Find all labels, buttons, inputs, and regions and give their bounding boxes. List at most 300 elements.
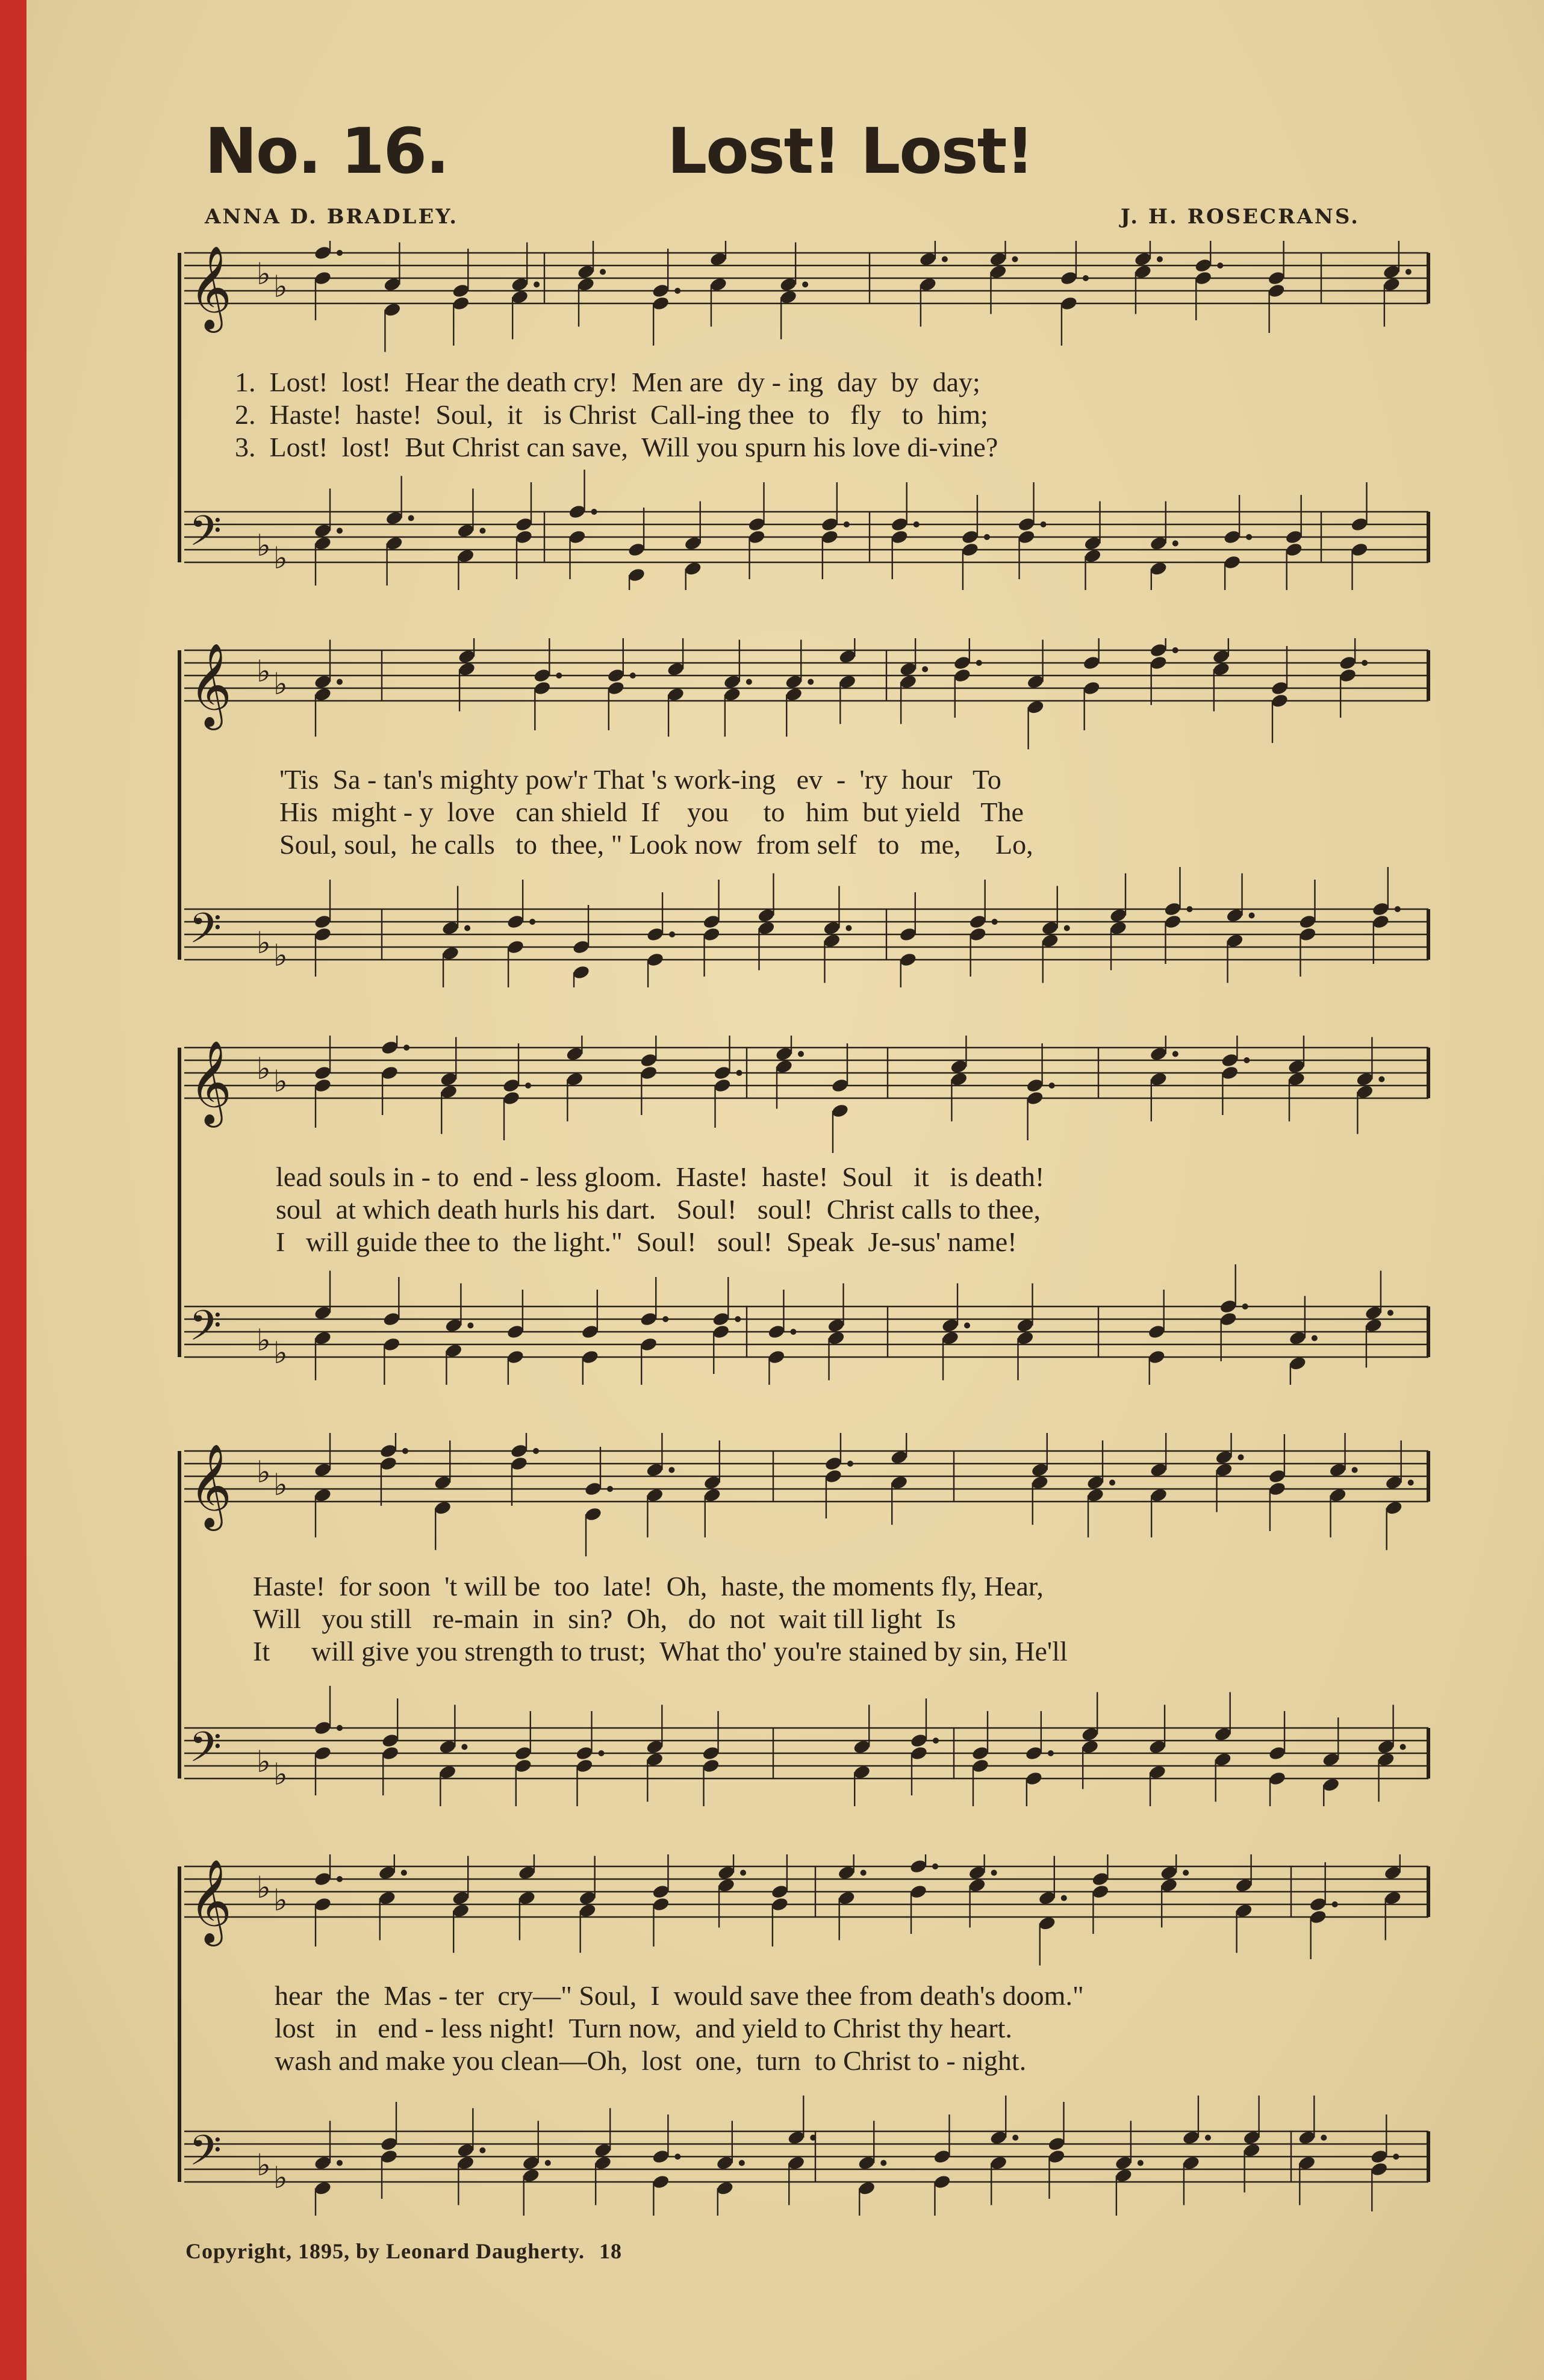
dot: [1378, 1077, 1384, 1083]
note-head: [709, 251, 728, 267]
note-head: [568, 504, 587, 520]
note-head: [712, 1324, 730, 1340]
note-head: [989, 2130, 1008, 2145]
note-head: [652, 2149, 670, 2164]
note-head: [1024, 1745, 1043, 1761]
note-head: [831, 1078, 850, 1093]
note-head: [1194, 270, 1213, 286]
note-head: [933, 2174, 951, 2190]
note-head: [640, 1337, 658, 1352]
note-head: [440, 1084, 458, 1099]
note-head: [606, 680, 625, 696]
dot: [337, 250, 343, 256]
note-head: [1284, 529, 1303, 545]
note-head: [989, 264, 1007, 279]
flat-icon: ♭: [257, 528, 271, 563]
note-head: [1059, 270, 1078, 286]
note-head: [910, 1733, 929, 1748]
composer-credit: J. H. ROSECRANS.: [1120, 205, 1360, 229]
note-head: [1150, 1462, 1168, 1477]
note-head: [1268, 1771, 1287, 1786]
note-head: [1268, 1468, 1286, 1484]
dot: [1332, 1901, 1338, 1907]
dot: [1312, 1335, 1318, 1341]
note-head: [378, 1865, 396, 1880]
note-head: [511, 289, 529, 305]
note-head: [1356, 1084, 1374, 1099]
note-head: [380, 2136, 399, 2152]
dot: [914, 521, 920, 527]
dot: [1012, 256, 1018, 263]
note-head: [1016, 1330, 1035, 1346]
note-head: [909, 1859, 928, 1874]
note-head: [779, 276, 798, 292]
note-head: [314, 1065, 332, 1081]
note-head: [890, 1474, 909, 1490]
note-head: [702, 1758, 720, 1774]
note-head: [918, 276, 937, 292]
note-head: [646, 1751, 664, 1767]
dot: [933, 1738, 939, 1744]
note-head: [1298, 927, 1317, 942]
note-head: [314, 2155, 332, 2170]
note-head: [506, 914, 525, 930]
lyric-line: lead souls in - to end - less gloom. Haste! haste! Soul it is death!: [276, 1161, 1045, 1192]
flat-icon: ♭: [257, 925, 271, 960]
dot: [669, 931, 675, 937]
flat-icon: ♭: [257, 654, 271, 689]
note-head: [723, 674, 741, 689]
note-head: [918, 251, 937, 267]
dot: [461, 1744, 467, 1750]
dot: [408, 515, 414, 521]
note-head: [652, 2174, 670, 2190]
dot: [984, 534, 990, 540]
treble-clef-icon: 𝄞: [189, 643, 232, 727]
note-head: [1383, 1865, 1402, 1880]
note-head: [314, 674, 332, 689]
dot: [1238, 1455, 1244, 1461]
note-head: [594, 2155, 612, 2170]
note-head: [1384, 1500, 1403, 1515]
note-head: [971, 1758, 990, 1774]
note-head: [458, 661, 476, 677]
dot: [479, 2148, 485, 2154]
dot: [525, 1083, 531, 1089]
flat-icon: ♭: [257, 1455, 271, 1490]
note-head: [438, 1739, 457, 1754]
note-head: [627, 567, 646, 583]
music-system-2: [26, 638, 1544, 987]
note-head: [382, 1311, 401, 1327]
dot: [790, 1329, 796, 1335]
note-head: [533, 680, 552, 696]
flat-icon: ♭: [257, 2148, 271, 2183]
note-head: [314, 1462, 332, 1477]
dot: [976, 660, 982, 666]
note-head: [703, 1474, 721, 1490]
note-head: [1134, 251, 1153, 267]
note-head: [1182, 2130, 1201, 2145]
note-head: [909, 1884, 928, 1900]
note-head: [1041, 933, 1059, 948]
note-head: [515, 529, 534, 545]
note-head: [510, 1456, 529, 1471]
note-head: [1267, 283, 1286, 299]
note-head: [941, 1317, 960, 1333]
note-head: [858, 2155, 876, 2170]
note-head: [1225, 907, 1244, 923]
note-head: [941, 1330, 960, 1346]
note-head: [646, 927, 665, 942]
lyric-line: 3. Lost! lost! But Christ can save, Will you spurn his love di-vine?: [235, 432, 998, 462]
dot: [847, 1461, 853, 1467]
note-head: [517, 1890, 536, 1906]
note-head: [444, 1317, 463, 1333]
note-head: [577, 276, 596, 292]
note-head: [1163, 914, 1182, 930]
dot: [1395, 906, 1401, 912]
note-head: [713, 1078, 732, 1093]
note-head: [747, 517, 766, 532]
dot: [740, 1870, 746, 1876]
note-head: [1083, 535, 1102, 551]
note-head: [1016, 1317, 1035, 1333]
dot: [942, 256, 948, 263]
note-head: [824, 1468, 843, 1484]
dot: [630, 673, 636, 679]
lyricist-credit: ANNA D. BRADLEY.: [205, 205, 459, 229]
dot: [607, 1486, 613, 1492]
note-head: [314, 1720, 332, 1736]
note-head: [767, 1324, 786, 1340]
note-head: [314, 245, 332, 261]
note-head: [383, 276, 402, 292]
note-head: [717, 1877, 736, 1893]
note-head: [757, 907, 776, 923]
note-head: [1163, 901, 1182, 917]
treble-clef-icon: 𝄞: [189, 1859, 232, 1943]
hymn-number: No. 16.: [205, 114, 449, 188]
note-head: [1298, 2155, 1316, 2170]
note-head: [1147, 1324, 1166, 1340]
note-head: [838, 674, 857, 689]
note-head: [1350, 542, 1369, 558]
note-head: [971, 1745, 990, 1761]
note-head: [314, 1078, 332, 1093]
dot: [991, 1870, 997, 1876]
note-head: [1114, 2155, 1133, 2170]
note-head: [775, 1058, 794, 1074]
flat-icon: ♭: [257, 1051, 271, 1086]
note-head: [456, 2142, 475, 2158]
note-head: [715, 2155, 734, 2170]
bass-clef-icon: 𝄢: [189, 1301, 222, 1360]
note-head: [787, 2130, 806, 2145]
note-head: [950, 1058, 968, 1074]
note-head: [1365, 1317, 1383, 1333]
lyric-line: lost in end - less night! Turn now, and yield to Christ thy heart.: [275, 2013, 1012, 2043]
lyric-line: It will give you strength to trust; What tho' you're stained by sin, He'll: [253, 1636, 1068, 1667]
note-head: [652, 1884, 670, 1900]
note-head: [1109, 907, 1128, 923]
note-head: [379, 1443, 398, 1459]
hymn-page: [26, 0, 1544, 2380]
note-head: [652, 1897, 670, 1912]
lyric-line: hear the Mas - ter cry—" Soul, I would save thee from death's doom.": [275, 1980, 1084, 2011]
note-head: [594, 2142, 612, 2158]
note-head: [1038, 1890, 1056, 1906]
note-head: [1026, 1090, 1044, 1106]
dot: [403, 1045, 409, 1051]
note-head: [581, 1324, 599, 1340]
note-head: [1030, 1474, 1049, 1490]
note-head: [514, 1745, 532, 1761]
music-system-5: [26, 1854, 1544, 2216]
note-head: [578, 1903, 597, 1918]
bass-clef-icon: 𝄢: [189, 904, 222, 963]
lyric-line: Haste! for soon 't will be too late! Oh, haste, the moments fly, Hear,: [253, 1571, 1044, 1602]
note-head: [314, 1330, 332, 1346]
dot: [1048, 1750, 1054, 1756]
lyric-line: soul at which death hurls his dart. Soul! soul! Christ calls to thee,: [276, 1194, 1041, 1225]
note-head: [968, 1877, 986, 1893]
note-head: [899, 674, 918, 689]
dot: [1172, 541, 1178, 547]
note-head: [1114, 2167, 1133, 2183]
note-head: [1109, 920, 1128, 936]
note-head: [1149, 1046, 1168, 1061]
note-head: [502, 1078, 521, 1093]
note-head: [953, 655, 971, 671]
note-head: [1271, 693, 1289, 709]
note-head: [1219, 1311, 1237, 1327]
note-head: [702, 914, 721, 930]
note-head: [1083, 548, 1102, 564]
note-head: [314, 927, 332, 942]
copyright-notice: [185, 2239, 622, 2264]
note-head: [968, 914, 987, 930]
note-head: [1212, 648, 1230, 664]
note-head: [712, 1311, 730, 1327]
dot: [534, 282, 540, 288]
note-head: [381, 1065, 399, 1081]
note-head: [452, 283, 470, 299]
note-head: [514, 1758, 532, 1774]
dot: [467, 1323, 473, 1329]
dot: [479, 528, 485, 534]
treble-clef-icon: 𝄞: [189, 246, 232, 329]
music-system-1: [26, 241, 1544, 590]
flat-icon: ♭: [273, 1467, 288, 1502]
dot: [1041, 521, 1047, 527]
note-head: [314, 1871, 332, 1887]
treble-clef-icon: 𝄞: [189, 1040, 232, 1124]
note-head: [584, 1506, 603, 1522]
dot: [1244, 1057, 1250, 1063]
dot: [746, 679, 752, 685]
note-head: [950, 1071, 968, 1087]
note-head: [444, 1343, 463, 1358]
note-head: [717, 1865, 736, 1880]
note-head: [314, 535, 332, 551]
note-head: [1149, 1071, 1168, 1087]
lyric-line: 2. Haste! haste! Soul, it is Christ Call-ing thee to fly to him;: [235, 399, 988, 430]
note-head: [853, 1764, 871, 1780]
lyric-line: Will you still re-main in sin? Oh, do not wait till light Is: [253, 1603, 956, 1634]
note-head: [1371, 914, 1390, 930]
lyric-line: 'Tis Sa - tan's mighty pow'r That 's work-ing ev - 'ry hour To: [279, 764, 1001, 795]
note-head: [1223, 555, 1242, 570]
note-head: [1271, 680, 1289, 696]
lyric-line: 1. Lost! lost! Hear the death cry! Men are dy - ing day by day;: [235, 367, 980, 397]
note-head: [831, 1103, 850, 1119]
note-head: [683, 561, 702, 576]
flat-icon: ♭: [273, 666, 288, 701]
note-head: [837, 1865, 856, 1880]
note-head: [452, 1890, 470, 1906]
treble-clef-icon: 𝄞: [189, 1444, 232, 1527]
note-head: [1215, 1449, 1233, 1465]
note-head: [652, 283, 670, 299]
note-head: [382, 1337, 401, 1352]
dot: [402, 1448, 408, 1454]
note-head: [383, 302, 402, 317]
flat-icon: ♭: [273, 1883, 288, 1918]
dot: [1352, 1467, 1358, 1473]
note-head: [1234, 1903, 1253, 1918]
dot: [880, 2160, 886, 2166]
dot: [1321, 2135, 1327, 2141]
note-head: [1328, 1487, 1347, 1503]
note-head: [1383, 1890, 1402, 1906]
note-head: [521, 2167, 540, 2183]
dot: [1400, 1744, 1406, 1750]
note-head: [314, 1487, 332, 1503]
note-head: [1370, 2149, 1389, 2164]
lyric-line: I will guide thee to the light." Soul! soul! Speak Je-sus' name!: [276, 1226, 1017, 1257]
note-head: [572, 939, 591, 955]
dot: [1246, 534, 1252, 540]
note-head: [1309, 1909, 1327, 1925]
note-head: [1030, 1462, 1049, 1477]
note-head: [898, 927, 917, 942]
dot: [1217, 263, 1223, 269]
note-head: [511, 276, 529, 292]
note-head: [890, 1449, 909, 1465]
hymn-title: Lost! Lost!: [667, 114, 1033, 188]
note-head: [314, 1897, 332, 1912]
flat-icon: ♭: [257, 1870, 271, 1905]
note-head: [1384, 1474, 1403, 1490]
note-head: [953, 668, 971, 683]
note-head: [452, 1903, 470, 1918]
note-head: [640, 1311, 658, 1327]
note-head: [646, 1487, 664, 1503]
note-head: [709, 276, 728, 292]
note-head: [1148, 1739, 1167, 1754]
note-head: [378, 1890, 396, 1906]
page-number: 18: [599, 2239, 623, 2263]
note-head: [1298, 2130, 1316, 2145]
note-head: [702, 927, 721, 942]
note-head: [452, 296, 470, 311]
note-head: [568, 529, 587, 545]
note-head: [1017, 517, 1036, 532]
note-head: [1212, 661, 1230, 677]
note-head: [385, 510, 403, 526]
note-head: [1242, 2130, 1261, 2145]
note-head: [968, 1865, 986, 1880]
note-head: [1081, 1739, 1100, 1754]
note-head: [1213, 1726, 1232, 1742]
note-head: [1221, 1065, 1239, 1081]
note-head: [1024, 1771, 1043, 1786]
note-head: [1149, 642, 1168, 658]
dot: [674, 288, 680, 294]
flat-icon: ♭: [273, 269, 288, 304]
note-head: [1328, 1462, 1347, 1477]
note-head: [1339, 655, 1357, 671]
note-head: [1365, 1305, 1383, 1320]
dot: [992, 919, 998, 925]
lyric-line: Soul, soul, he calls to thee, " Look now from self to me, Lo,: [279, 829, 1033, 860]
dot: [798, 1051, 804, 1057]
dot: [464, 925, 470, 931]
note-head: [1377, 1751, 1395, 1767]
dot: [1242, 1303, 1248, 1310]
dot: [808, 679, 814, 685]
note-head: [1026, 1078, 1044, 1093]
dot: [545, 2160, 551, 2166]
note-head: [1086, 1487, 1105, 1503]
note-head: [646, 952, 665, 968]
note-head: [381, 1733, 400, 1748]
note-head: [1268, 1481, 1286, 1497]
note-head: [1194, 258, 1213, 273]
note-head: [577, 264, 596, 279]
note-head: [379, 1456, 398, 1471]
note-head: [823, 920, 841, 936]
note-head: [767, 1349, 786, 1365]
note-head: [960, 529, 979, 545]
dot: [1064, 925, 1070, 931]
lyric-line: His might - y love can shield If you to him but yield The: [279, 797, 1024, 827]
note-head: [434, 1500, 452, 1515]
note-head: [1026, 674, 1045, 689]
note-head: [575, 1758, 594, 1774]
note-head: [456, 523, 475, 538]
dot: [1012, 2135, 1018, 2141]
dot: [1362, 660, 1368, 666]
note-head: [823, 933, 841, 948]
note-head: [381, 1745, 400, 1761]
note-head: [640, 1052, 658, 1068]
music-system-3: [26, 1036, 1544, 1385]
dot: [1186, 906, 1192, 912]
dot: [337, 679, 343, 685]
note-head: [314, 2180, 332, 2196]
note-head: [820, 529, 839, 545]
note-head: [1081, 1726, 1100, 1742]
note-head: [1149, 535, 1168, 551]
note-head: [1267, 270, 1286, 286]
note-head: [565, 1071, 584, 1087]
note-head: [456, 2155, 475, 2170]
flat-icon: ♭: [257, 1744, 271, 1779]
copyright-text: Copyright, 1895, by Leonard Daugherty.: [185, 2239, 585, 2263]
note-head: [667, 686, 685, 702]
